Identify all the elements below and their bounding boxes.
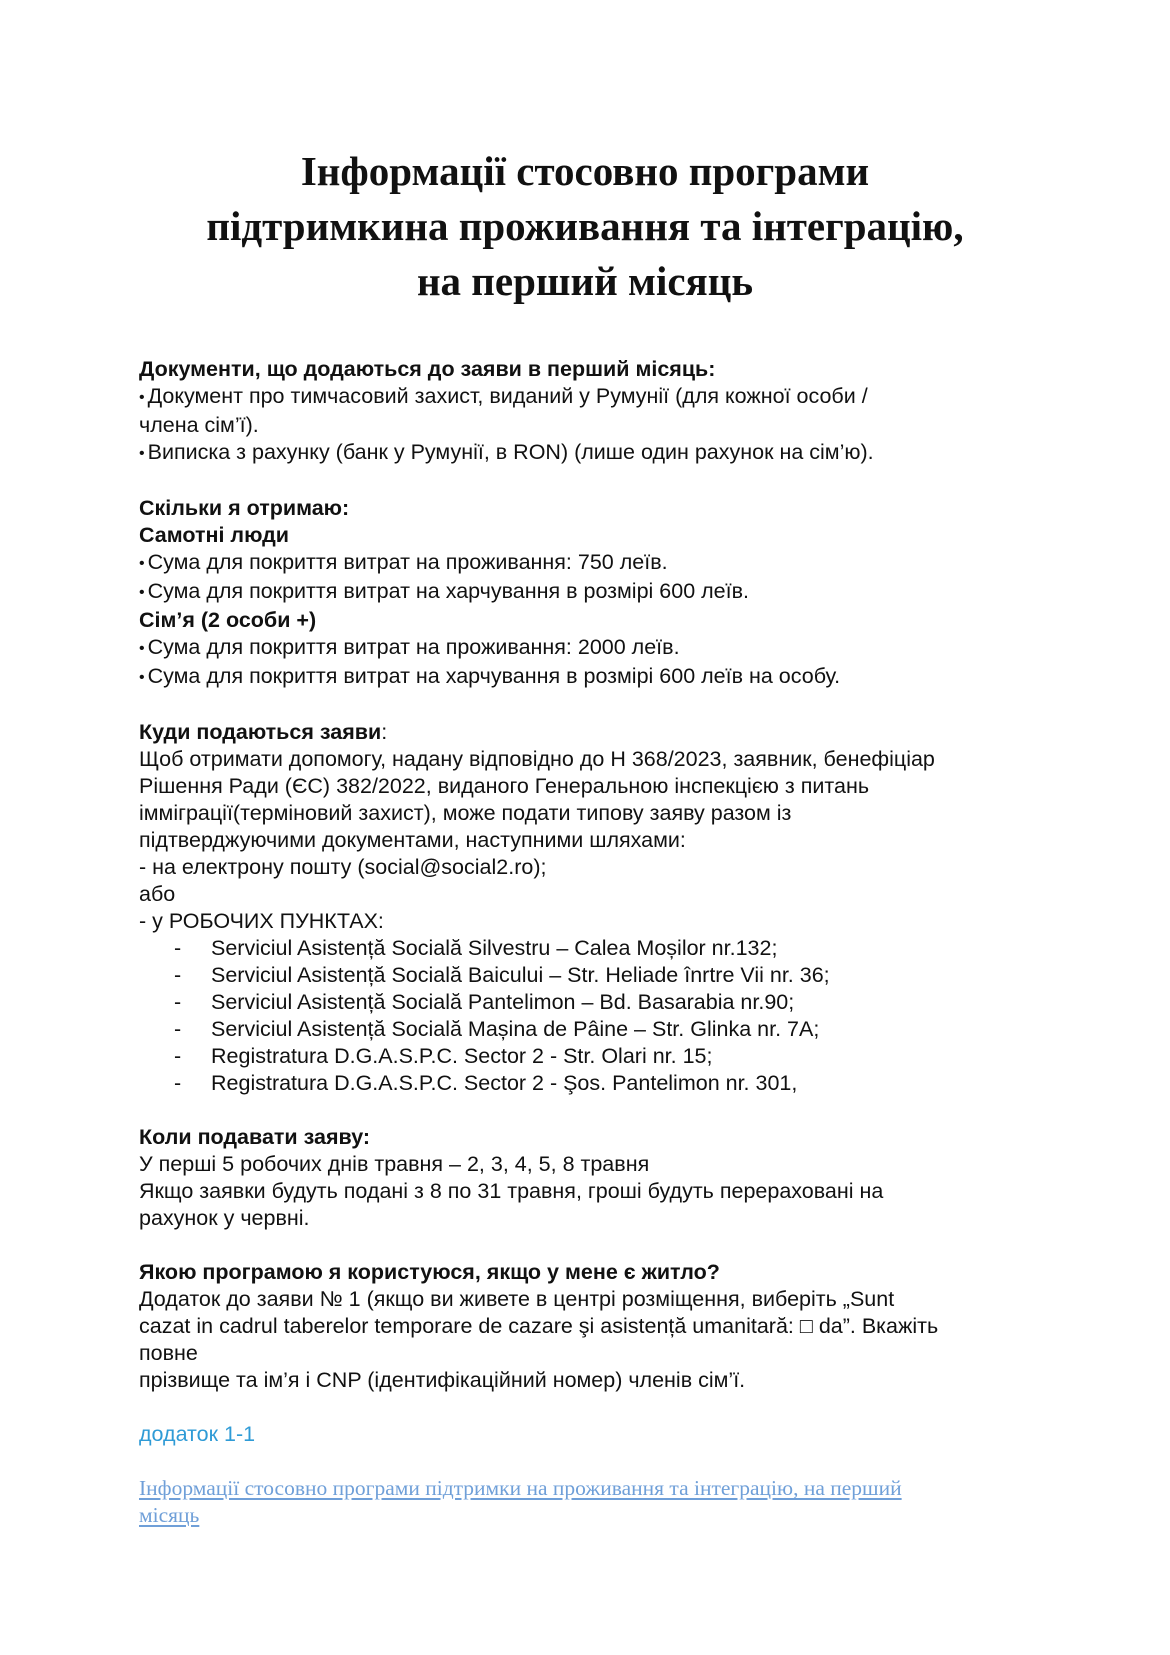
housing-section bbox=[139, 1259, 1059, 1394]
bullet-continuation: члена сім’ї). bbox=[139, 413, 259, 437]
paragraph-line: У перші 5 робочих днів травня – 2, 3, 4, 5, 8 травня bbox=[139, 1152, 650, 1176]
paragraph-line: прізвище та ім’я і CNP (ідентифікаційний номер) членів сім’ї. bbox=[139, 1368, 746, 1392]
paragraph-line: імміграції(терміновий захист), може подати типову заяву разом із bbox=[139, 801, 792, 825]
list-item-text: Serviciul Asistență Socială Mașina de Pâine – Str. Glinka nr. 7A; bbox=[211, 1017, 820, 1041]
bullet-text: Сума для покриття витрат на харчування в розмірі 600 леїв на особу. bbox=[147, 664, 841, 688]
list-item bbox=[139, 1070, 1059, 1097]
bullet-item bbox=[139, 578, 1059, 607]
where-heading-colon: : bbox=[381, 720, 388, 744]
documents-heading: Документи, що додаються до заяви в перший місяць: bbox=[139, 357, 716, 381]
where-heading: Куди подаються заяви bbox=[139, 720, 382, 744]
paragraph-line: cazat in cadrul taberelor temporare de cazare şi asistență umanitară: □ da”. Вкажіть bbox=[139, 1314, 939, 1338]
list-item bbox=[139, 1043, 1059, 1070]
list-item bbox=[139, 935, 1059, 962]
when-section bbox=[139, 1124, 1059, 1232]
family-heading: Сім’я (2 особи +) bbox=[139, 608, 317, 632]
list-item-text: Serviciul Asistență Socială Pantelimon – Bd. Basarabia nr.90; bbox=[211, 990, 795, 1014]
amounts-section bbox=[139, 495, 1059, 692]
title-line: Інформації стосовно програми bbox=[300, 148, 870, 194]
housing-heading: Якою програмою я користуюся, якщо у мене є житло? bbox=[139, 1260, 720, 1284]
list-item-text: Registratura D.G.A.S.P.C. Sector 2 - Str. Olari nr. 15; bbox=[211, 1044, 713, 1068]
when-heading: Коли подавати заяву: bbox=[139, 1125, 371, 1149]
dash-marker: - bbox=[174, 1071, 182, 1095]
bullet-item bbox=[139, 549, 1059, 578]
bullet-text: Документ про тимчасовий захист, виданий у Румунії (для кожної особи / bbox=[147, 384, 868, 408]
dash-marker: - bbox=[174, 990, 182, 1014]
or-text: або bbox=[139, 882, 176, 906]
bullet-text: Виписка з рахунку (банк у Румунії, в RON) (лише один рахунок на сім’ю). bbox=[147, 440, 874, 464]
dash-marker: - bbox=[174, 1017, 182, 1041]
work-points-list bbox=[139, 935, 1059, 1097]
link-line: Інформації стосовно програми підтримки на проживання та інтеграцію, на перший bbox=[139, 1476, 902, 1500]
link-line: місяць bbox=[139, 1503, 200, 1527]
bullet-text: Сума для покриття витрат на проживання: 2000 леїв. bbox=[147, 635, 680, 659]
bullet-item bbox=[139, 383, 1059, 412]
paragraph-line: рахунок у червні. bbox=[139, 1206, 310, 1230]
bullet-item bbox=[139, 439, 1059, 468]
list-item bbox=[139, 1016, 1059, 1043]
spacer bbox=[139, 468, 1059, 495]
list-item-text: Registratura D.G.A.S.P.C. Sector 2 - Şos. Pantelimon nr. 301, bbox=[211, 1071, 798, 1095]
spacer bbox=[139, 1097, 1059, 1124]
paragraph-line: повне bbox=[139, 1341, 198, 1365]
list-item-text: Serviciul Asistență Socială Baicului – Str. Heliade înrtre Vii nr. 36; bbox=[211, 963, 830, 987]
paragraph-line: Якщо заявки будуть подані з 8 по 31 травня, гроші будуть перераховані на bbox=[139, 1179, 884, 1203]
single-people-heading: Самотні люди bbox=[139, 523, 290, 547]
document-body bbox=[139, 356, 1059, 1529]
spacer bbox=[139, 1232, 1059, 1259]
spacer bbox=[139, 1394, 1059, 1421]
program-info-link[interactable] bbox=[139, 1475, 1059, 1529]
where-section bbox=[139, 719, 1059, 1097]
dash-marker: - bbox=[174, 936, 182, 960]
where-heading-row bbox=[139, 719, 1059, 746]
paragraph-line: Додаток до заяви № 1 (якщо ви живете в центрі розміщення, виберіть „Sunt bbox=[139, 1287, 895, 1311]
title-line: на перший місяць bbox=[416, 258, 754, 304]
dash-marker: - bbox=[174, 1044, 182, 1068]
bullet-text: Сума для покриття витрат на проживання: 750 леїв. bbox=[147, 550, 668, 574]
documents-section bbox=[139, 356, 1059, 468]
appendix-label: додаток 1-1 bbox=[139, 1422, 256, 1446]
bullet-item bbox=[139, 634, 1059, 663]
email-line: - на електрону пошту (social@social2.ro); bbox=[139, 855, 547, 879]
paragraph-line: підтверджуючими документами, наступними шляхами: bbox=[139, 828, 686, 852]
list-item bbox=[139, 989, 1059, 1016]
list-item bbox=[139, 962, 1059, 989]
spacer bbox=[139, 1448, 1059, 1475]
list-item-text: Serviciul Asistență Socială Silvestru – Calea Moșilor nr.132; bbox=[211, 936, 778, 960]
bullet-text: Сума для покриття витрат на харчування в розмірі 600 леїв. bbox=[147, 579, 750, 603]
paragraph-line: Щоб отримати допомогу, надану відповідно до Н 368/2023, заявник, бенефіціар bbox=[139, 747, 935, 771]
dash-marker: - bbox=[174, 963, 182, 987]
bullet-item bbox=[139, 663, 1059, 692]
title-line: підтримкина проживання та інтеграцію, bbox=[206, 203, 964, 249]
paragraph-line: Рішення Ради (ЄС) 382/2022, виданого Генеральною інспекцією з питань bbox=[139, 774, 870, 798]
work-points-intro: - у РОБОЧИХ ПУНКТАХ: bbox=[139, 909, 384, 933]
spacer bbox=[139, 692, 1059, 719]
page-title bbox=[0, 144, 1170, 309]
amounts-heading: Скільки я отримаю: bbox=[139, 496, 350, 520]
